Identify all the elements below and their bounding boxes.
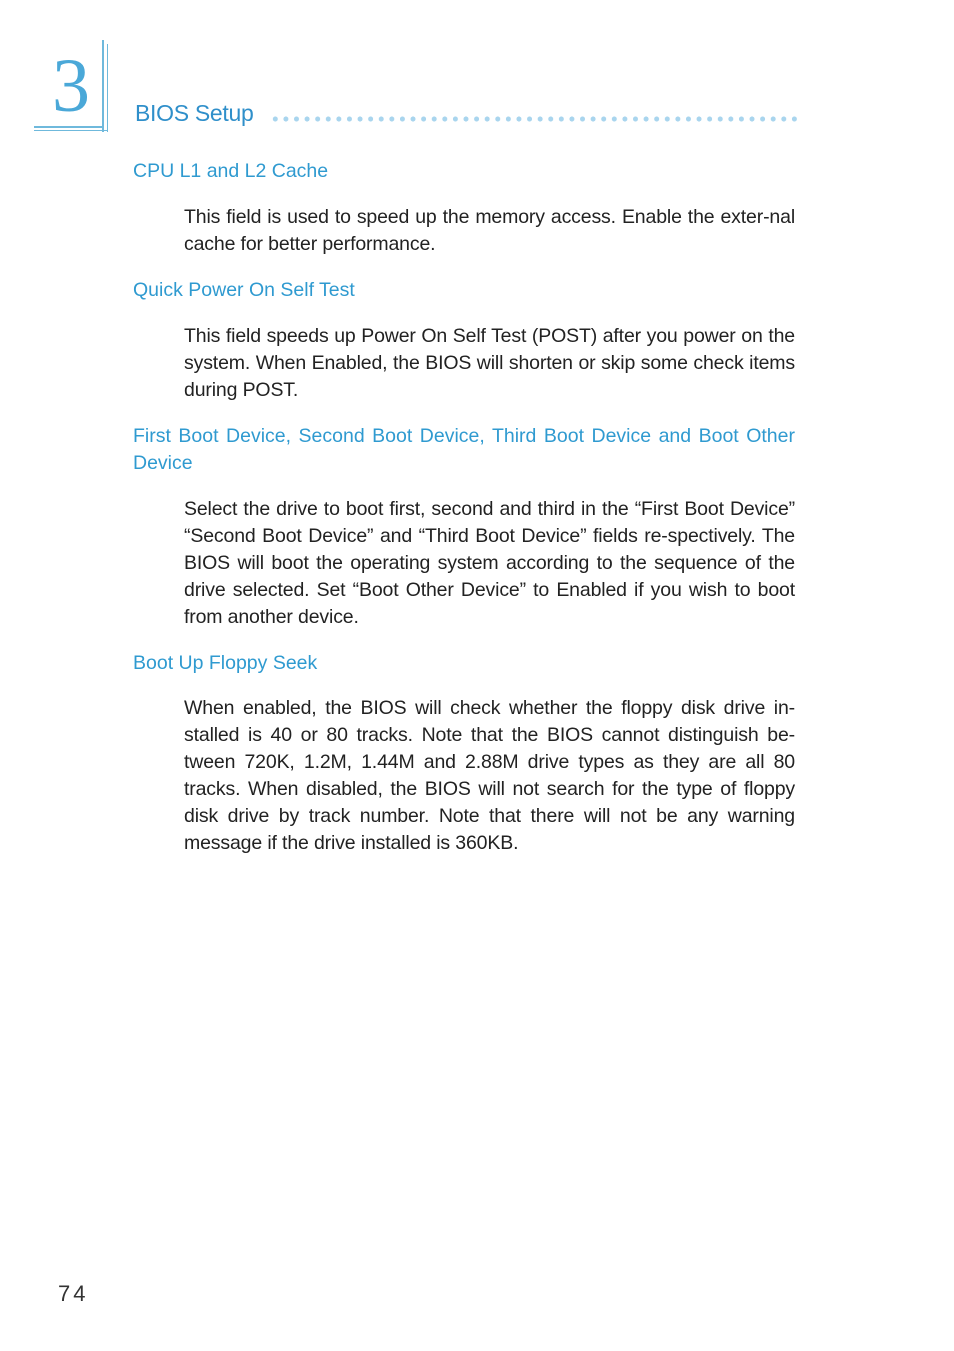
chapter-marker-rule: [102, 40, 104, 132]
page-number: 74: [58, 1281, 89, 1306]
section-heading-cpu-cache: CPU L1 and L2 Cache: [133, 160, 329, 182]
section-body-cpu-cache: This field is used to speed up the memory access. Enable the exter-nal cache for better performance.: [184, 206, 795, 255]
dotted-rule: [270, 115, 800, 123]
chapter-marker: [34, 40, 110, 132]
section-body-boot-device: Select the drive to boot first, second and third in the “First Boot Device” “Second Boot Device” and “Third Boot Device” fields re-spectively. The BIOS will boot the operating system according to the sequence of the drive selected. Set “Boot Other Device” to Enabled if you wish to boot from another device.: [184, 498, 795, 628]
chapter-title: BIOS Setup: [135, 100, 254, 126]
chapter-marker-rule: [107, 44, 108, 132]
section-heading-floppy-seek: Boot Up Floppy Seek: [133, 652, 318, 674]
section-heading-quick-post: Quick Power On Self Test: [133, 279, 355, 301]
section-body-floppy-seek: When enabled, the BIOS will check whether the floppy disk drive in-stalled is 40 or 80 tracks. Note that the BIOS cannot distinguish be-tween 720K, 1.2M, 1.44M and 2.88M drive types as they are all 80 tracks. When disabled, the BIOS will not search for the type of floppy disk drive by track number. Note that there will not be any warning message if the drive installed is 360KB.: [184, 697, 795, 854]
section-body-quick-post: This field speeds up Power On Self Test (POST) after you power on the system. When Enabled, the BIOS will shorten or skip some check items during POST.: [184, 325, 795, 401]
chapter-number: 3: [52, 44, 90, 128]
section-heading-boot-device: First Boot Device, Second Boot Device, Third Boot Device and Boot Other Device: [133, 425, 795, 474]
